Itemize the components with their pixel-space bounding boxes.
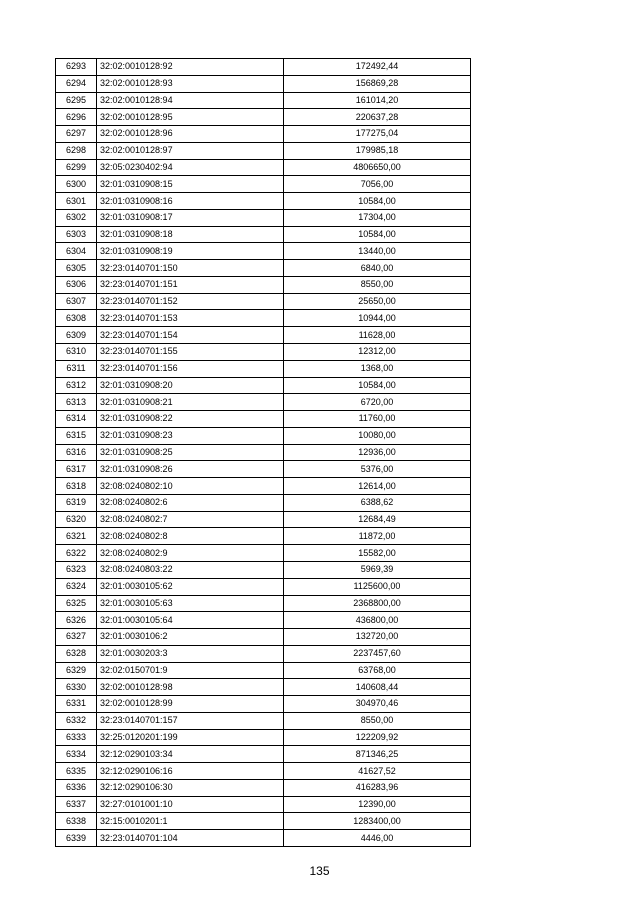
table-row [56, 75, 471, 92]
row-number-cell: 6301 [56, 193, 97, 210]
table-row [56, 511, 471, 528]
cadastral-value-cell: 2237457,60 [284, 645, 471, 662]
table-row [56, 779, 471, 796]
cadastral-value-cell: 161014,20 [284, 92, 471, 109]
cadastral-number-cell: 32:01:0310908:25 [97, 444, 284, 461]
cadastral-value-cell: 177275,04 [284, 126, 471, 143]
row-number-cell: 6294 [56, 75, 97, 92]
table-row [56, 578, 471, 595]
row-number-cell: 6339 [56, 830, 97, 847]
row-number-cell: 6303 [56, 226, 97, 243]
cadastral-value-cell: 11872,00 [284, 528, 471, 545]
row-number-cell: 6305 [56, 260, 97, 277]
cadastral-value-cell: 63768,00 [284, 662, 471, 679]
table-row [56, 712, 471, 729]
cadastral-value-cell: 11628,00 [284, 327, 471, 344]
cadastral-value-cell: 304970,46 [284, 696, 471, 713]
cadastral-number-cell: 32:01:0310908:15 [97, 176, 284, 193]
cadastral-value-cell: 140608,44 [284, 679, 471, 696]
row-number-cell: 6327 [56, 629, 97, 646]
table-row [56, 394, 471, 411]
cadastral-value-cell: 10080,00 [284, 427, 471, 444]
row-number-cell: 6314 [56, 411, 97, 428]
table-row [56, 494, 471, 511]
table-row [56, 763, 471, 780]
table-body [56, 59, 471, 847]
cadastral-value-cell: 6840,00 [284, 260, 471, 277]
table-row [56, 645, 471, 662]
row-number-cell: 6320 [56, 511, 97, 528]
cadastral-number-cell: 32:01:0030105:64 [97, 612, 284, 629]
page-number: 135 [309, 864, 330, 878]
row-number-cell: 6331 [56, 696, 97, 713]
row-number-cell: 6298 [56, 142, 97, 159]
cadastral-number-cell: 32:01:0310908:21 [97, 394, 284, 411]
table-row [56, 662, 471, 679]
row-number-cell: 6330 [56, 679, 97, 696]
cadastral-number-cell: 32:12:0290103:34 [97, 746, 284, 763]
cadastral-value-cell: 156869,28 [284, 75, 471, 92]
cadastral-number-cell: 32:01:0030105:62 [97, 578, 284, 595]
row-number-cell: 6317 [56, 461, 97, 478]
cadastral-number-cell: 32:01:0310908:17 [97, 209, 284, 226]
row-number-cell: 6335 [56, 763, 97, 780]
cadastral-value-cell: 12684,49 [284, 511, 471, 528]
table-row [56, 478, 471, 495]
cadastral-number-cell: 32:01:0310908:16 [97, 193, 284, 210]
cadastral-number-cell: 32:01:0310908:20 [97, 377, 284, 394]
cadastral-value-cell: 5376,00 [284, 461, 471, 478]
table-row [56, 629, 471, 646]
cadastral-number-cell: 32:23:0140701:104 [97, 830, 284, 847]
table-row [56, 344, 471, 361]
table-row [56, 444, 471, 461]
table-row [56, 176, 471, 193]
cadastral-number-cell: 32:02:0010128:99 [97, 696, 284, 713]
row-number-cell: 6296 [56, 109, 97, 126]
cadastral-value-cell: 1368,00 [284, 360, 471, 377]
cadastral-value-cell: 1283400,00 [284, 813, 471, 830]
cadastral-number-cell: 32:08:0240802:8 [97, 528, 284, 545]
cadastral-value-cell: 11760,00 [284, 411, 471, 428]
row-number-cell: 6302 [56, 209, 97, 226]
row-number-cell: 6336 [56, 779, 97, 796]
cadastral-number-cell: 32:01:0310908:22 [97, 411, 284, 428]
cadastral-value-cell: 416283,96 [284, 779, 471, 796]
cadastral-value-cell: 6388,62 [284, 494, 471, 511]
row-number-cell: 6306 [56, 276, 97, 293]
cadastral-value-cell: 10584,00 [284, 193, 471, 210]
cadastral-number-cell: 32:12:0290106:30 [97, 779, 284, 796]
table-row [56, 360, 471, 377]
row-number-cell: 6295 [56, 92, 97, 109]
row-number-cell: 6299 [56, 159, 97, 176]
row-number-cell: 6338 [56, 813, 97, 830]
row-number-cell: 6319 [56, 494, 97, 511]
cadastral-number-cell: 32:23:0140701:150 [97, 260, 284, 277]
table-row [56, 243, 471, 260]
cadastral-value-cell: 7056,00 [284, 176, 471, 193]
cadastral-number-cell: 32:01:0030203:3 [97, 645, 284, 662]
cadastral-value-table [55, 58, 471, 847]
table-row [56, 126, 471, 143]
cadastral-number-cell: 32:01:0030106:2 [97, 629, 284, 646]
cadastral-number-cell: 32:23:0140701:156 [97, 360, 284, 377]
table-row [56, 193, 471, 210]
cadastral-number-cell: 32:27:0101001:10 [97, 796, 284, 813]
table-row [56, 327, 471, 344]
cadastral-number-cell: 32:02:0010128:96 [97, 126, 284, 143]
row-number-cell: 6310 [56, 344, 97, 361]
table-row [56, 310, 471, 327]
row-number-cell: 6308 [56, 310, 97, 327]
cadastral-value-cell: 17304,00 [284, 209, 471, 226]
table-row [56, 830, 471, 847]
row-number-cell: 6321 [56, 528, 97, 545]
cadastral-number-cell: 32:08:0240802:6 [97, 494, 284, 511]
table-row [56, 561, 471, 578]
cadastral-value-cell: 4446,00 [284, 830, 471, 847]
cadastral-value-cell: 25650,00 [284, 293, 471, 310]
cadastral-number-cell: 32:23:0140701:151 [97, 276, 284, 293]
table-row [56, 226, 471, 243]
cadastral-number-cell: 32:02:0010128:97 [97, 142, 284, 159]
table-row [56, 696, 471, 713]
row-number-cell: 6329 [56, 662, 97, 679]
cadastral-value-cell: 8550,00 [284, 712, 471, 729]
table-row [56, 293, 471, 310]
table-row [56, 109, 471, 126]
table-row [56, 209, 471, 226]
table-row [56, 612, 471, 629]
cadastral-value-cell: 5969,39 [284, 561, 471, 578]
table-row [56, 746, 471, 763]
cadastral-value-cell: 41627,52 [284, 763, 471, 780]
cadastral-number-cell: 32:23:0140701:155 [97, 344, 284, 361]
cadastral-number-cell: 32:15:0010201:1 [97, 813, 284, 830]
cadastral-value-cell: 12936,00 [284, 444, 471, 461]
table-row [56, 377, 471, 394]
cadastral-number-cell: 32:02:0010128:93 [97, 75, 284, 92]
row-number-cell: 6337 [56, 796, 97, 813]
cadastral-value-cell: 122209,92 [284, 729, 471, 746]
row-number-cell: 6316 [56, 444, 97, 461]
table-row [56, 411, 471, 428]
row-number-cell: 6328 [56, 645, 97, 662]
cadastral-number-cell: 32:01:0310908:19 [97, 243, 284, 260]
row-number-cell: 6323 [56, 561, 97, 578]
table-row [56, 528, 471, 545]
row-number-cell: 6300 [56, 176, 97, 193]
row-number-cell: 6322 [56, 545, 97, 562]
table-row [56, 92, 471, 109]
row-number-cell: 6313 [56, 394, 97, 411]
row-number-cell: 6324 [56, 578, 97, 595]
row-number-cell: 6325 [56, 595, 97, 612]
cadastral-number-cell: 32:02:0010128:92 [97, 59, 284, 76]
cadastral-value-cell: 6720,00 [284, 394, 471, 411]
cadastral-number-cell: 32:08:0240802:10 [97, 478, 284, 495]
cadastral-value-cell: 4806650,00 [284, 159, 471, 176]
table-row [56, 595, 471, 612]
cadastral-number-cell: 32:08:0240803:22 [97, 561, 284, 578]
table-row [56, 142, 471, 159]
cadastral-number-cell: 32:02:0010128:94 [97, 92, 284, 109]
row-number-cell: 6315 [56, 427, 97, 444]
cadastral-value-cell: 179985,18 [284, 142, 471, 159]
cadastral-number-cell: 32:01:0310908:23 [97, 427, 284, 444]
table-row [56, 260, 471, 277]
cadastral-value-cell: 12614,00 [284, 478, 471, 495]
cadastral-value-cell: 172492,44 [284, 59, 471, 76]
row-number-cell: 6312 [56, 377, 97, 394]
table-row [56, 159, 471, 176]
cadastral-number-cell: 32:23:0140701:157 [97, 712, 284, 729]
cadastral-value-cell: 10944,00 [284, 310, 471, 327]
cadastral-value-cell: 8550,00 [284, 276, 471, 293]
cadastral-value-cell: 12312,00 [284, 344, 471, 361]
table-row [56, 427, 471, 444]
cadastral-number-cell: 32:23:0140701:153 [97, 310, 284, 327]
table-row [56, 59, 471, 76]
cadastral-number-cell: 32:25:0120201:199 [97, 729, 284, 746]
table-row [56, 813, 471, 830]
table-row [56, 545, 471, 562]
cadastral-value-cell: 13440,00 [284, 243, 471, 260]
cadastral-number-cell: 32:23:0140701:152 [97, 293, 284, 310]
table-row [56, 796, 471, 813]
table-row [56, 679, 471, 696]
cadastral-number-cell: 32:08:0240802:7 [97, 511, 284, 528]
table-row [56, 276, 471, 293]
cadastral-value-cell: 12390,00 [284, 796, 471, 813]
cadastral-value-cell: 15582,00 [284, 545, 471, 562]
cadastral-value-cell: 10584,00 [284, 377, 471, 394]
cadastral-number-cell: 32:01:0030105:63 [97, 595, 284, 612]
cadastral-value-cell: 10584,00 [284, 226, 471, 243]
table-row [56, 461, 471, 478]
cadastral-value-cell: 1125600,00 [284, 578, 471, 595]
table-row [56, 729, 471, 746]
row-number-cell: 6311 [56, 360, 97, 377]
cadastral-value-cell: 132720,00 [284, 629, 471, 646]
row-number-cell: 6293 [56, 59, 97, 76]
cadastral-number-cell: 32:23:0140701:154 [97, 327, 284, 344]
cadastral-number-cell: 32:05:0230402:94 [97, 159, 284, 176]
row-number-cell: 6318 [56, 478, 97, 495]
cadastral-number-cell: 32:01:0310908:18 [97, 226, 284, 243]
row-number-cell: 6304 [56, 243, 97, 260]
row-number-cell: 6333 [56, 729, 97, 746]
cadastral-number-cell: 32:02:0150701:9 [97, 662, 284, 679]
row-number-cell: 6334 [56, 746, 97, 763]
row-number-cell: 6297 [56, 126, 97, 143]
cadastral-number-cell: 32:01:0310908:26 [97, 461, 284, 478]
row-number-cell: 6326 [56, 612, 97, 629]
row-number-cell: 6332 [56, 712, 97, 729]
cadastral-number-cell: 32:12:0290106:16 [97, 763, 284, 780]
cadastral-value-cell: 436800,00 [284, 612, 471, 629]
row-number-cell: 6307 [56, 293, 97, 310]
row-number-cell: 6309 [56, 327, 97, 344]
cadastral-number-cell: 32:08:0240802:9 [97, 545, 284, 562]
cadastral-number-cell: 32:02:0010128:95 [97, 109, 284, 126]
cadastral-value-cell: 2368800,00 [284, 595, 471, 612]
cadastral-value-cell: 220637,28 [284, 109, 471, 126]
cadastral-number-cell: 32:02:0010128:98 [97, 679, 284, 696]
cadastral-value-cell: 871346,25 [284, 746, 471, 763]
